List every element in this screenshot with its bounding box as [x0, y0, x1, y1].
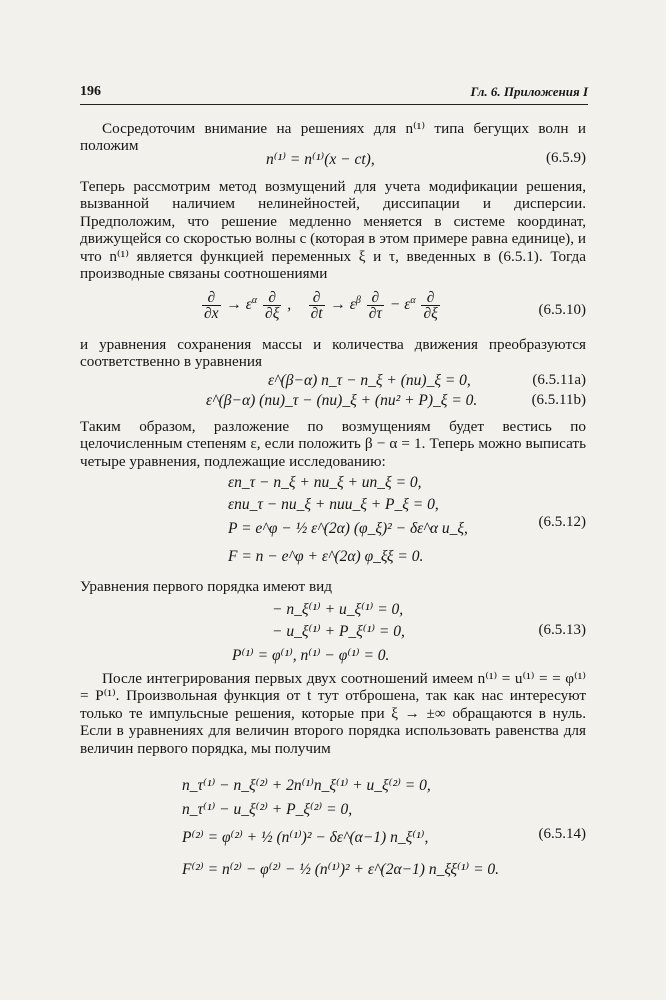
equation-number-6-5-14: (6.5.14) — [538, 826, 586, 842]
equation-6-5-12-line-4: F = n − e^φ + ε^(2α) φ_ξξ = 0. — [228, 548, 424, 565]
fraction: $\frac{\partial}{\partial x}$ — [204, 289, 219, 322]
equation-6-5-11a: ε^(β−α) n_τ − n_ξ + (nu)_ξ = 0, — [268, 372, 471, 389]
equation-6-5-12-line-3: P = e^φ − ½ ε^(2α) (φ_ξ)² − δε^α u_ξ, — [228, 520, 468, 537]
equation-6-5-13-line-1: − n_ξ⁽¹⁾ + u_ξ⁽¹⁾ = 0, — [272, 601, 404, 618]
equation-6-5-14-line-2: n_τ⁽¹⁾ − u_ξ⁽²⁾ + P_ξ⁽²⁾ = 0, — [182, 801, 353, 818]
equation-number-6-5-11b: (6.5.11b) — [531, 392, 586, 408]
equation-number-6-5-11a: (6.5.11a) — [532, 372, 586, 388]
equation-number-6-5-13: (6.5.13) — [538, 622, 586, 638]
equation-6-5-14-line-3: P⁽²⁾ = φ⁽²⁾ + ½ (n⁽¹⁾)² − δε^(α−1) n_ξ⁽¹⁾, — [182, 829, 429, 846]
paragraph-1: Сосредоточим внимание на решениях для n⁽¹⁾ типа бегущих волн и положим — [80, 120, 586, 155]
equation-number-6-5-9: (6.5.9) — [546, 150, 586, 166]
paragraph-2: Теперь рассмотрим метод возмущений для учета модификации решения, вызванной наличием нелинейностей, диссипации и дисперсии. Предположим, что решение медленно меняется в системе координат, движущейся со скоростью волны c (которая в этом примере равна единице), и что n⁽¹⁾ является функцией переменных ξ и τ, введенных в (6.5.1). Тогда производные связаны соотношениями — [80, 178, 586, 283]
fraction: $\frac{\partial}{\partial t}$ — [310, 289, 323, 322]
equation-6-5-14-line-1: n_τ⁽¹⁾ − n_ξ⁽²⁾ + 2n⁽¹⁾n_ξ⁽¹⁾ + u_ξ⁽²⁾ = 0, — [182, 777, 431, 794]
paragraph-6: После интегрирования первых двух соотношений имеем n⁽¹⁾ = u⁽¹⁾ = = φ⁽¹⁾ = P⁽¹⁾. Произвольная функция от t тут отброшена, так как нас интересуют только те импульсные решения, которые при ξ → ±∞ обращаются в нуль. Если в уравнениях для величин второго порядка использовать равенства для величин первого порядка, мы получим — [80, 670, 586, 757]
fraction: $\frac{\partial}{\partial\xi}$ — [265, 289, 280, 322]
equation-number-6-5-10: (6.5.10) — [538, 302, 586, 318]
header-rule — [80, 104, 588, 105]
paragraph-4: Таким образом, разложение по возмущениям будет вестись по целочисленным степеням ε, если положить β − α = 1. Теперь можно выписать четыре уравнения, подлежащие исследованию: — [80, 418, 586, 470]
equation-6-5-12-line-2: εnu_τ − nu_ξ + nuu_ξ + P_ξ = 0, — [228, 496, 439, 513]
paragraph-3: и уравнения сохранения массы и количества движения преобразуются соответственно в уравнения — [80, 336, 586, 371]
equation-6-5-9: n⁽¹⁾ = n⁽¹⁾(x − ct), — [266, 151, 375, 168]
fraction: $\frac{\partial}{\partial\tau}$ — [368, 289, 382, 322]
equation-6-5-13-line-2: − u_ξ⁽¹⁾ + P_ξ⁽¹⁾ = 0, — [272, 623, 405, 640]
equation-6-5-14-line-4: F⁽²⁾ = n⁽²⁾ − φ⁽²⁾ − ½ (n⁽¹⁾)² + ε^(2α−1) n_ξξ⁽¹⁾ = 0. — [182, 861, 500, 878]
fraction: $\frac{\partial}{\partial\xi}$ — [423, 289, 438, 322]
equation-6-5-11b: ε^(β−α) (nu)_τ − (nu)_ξ + (nu² + P)_ξ = 0. — [206, 392, 478, 409]
equation-6-5-13-line-3: P⁽¹⁾ = φ⁽¹⁾, n⁽¹⁾ − φ⁽¹⁾ = 0. — [232, 647, 390, 664]
equation-6-5-10: $\frac{\partial}{\partial x}$ → $\varepsilon^\alpha$ $\frac{\partial}{\partial\xi}$ , $\frac{\partial}{\partial t}$ → $\varepsilon^\beta$ $\frac{\partial}{\partial\tau}$ − $\varepsilon^\alpha$ $\frac{\partial}{\partial\xi}$ — [204, 289, 438, 322]
paragraph-5: Уравнения первого порядка имеют вид — [80, 578, 332, 595]
running-title: Гл. 6. Приложения I — [470, 84, 588, 99]
equation-6-5-12-line-1: εn_τ − n_ξ + nu_ξ + un_ξ = 0, — [228, 474, 422, 491]
equation-number-6-5-12: (6.5.12) — [538, 514, 586, 530]
page-number: 196 — [80, 84, 101, 99]
page-header — [80, 84, 588, 106]
